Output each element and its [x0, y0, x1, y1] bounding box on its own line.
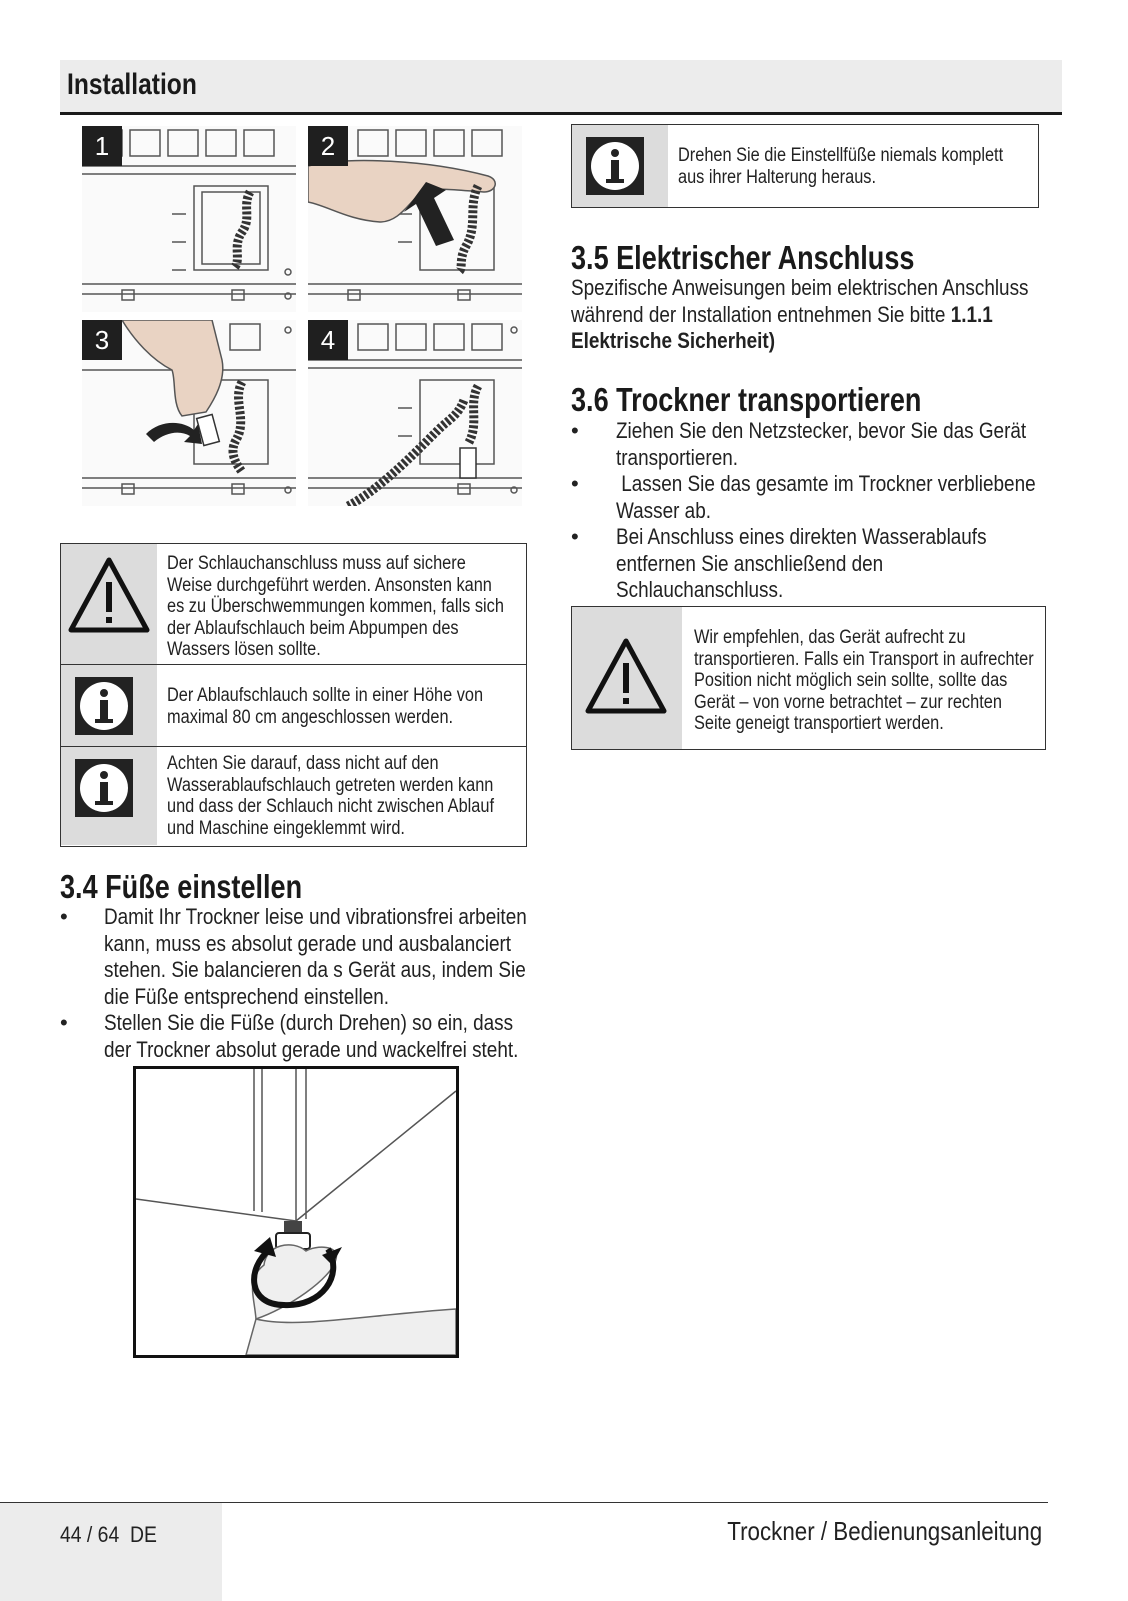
- note-row-warning: [61, 544, 526, 664]
- step-number: 4: [308, 320, 348, 360]
- section-title-3-4: 3.4 Füße einstellen: [60, 868, 303, 905]
- page-title: Installation: [67, 68, 197, 101]
- icon-cell: [61, 665, 157, 746]
- icon-cell: [572, 125, 668, 207]
- icon-cell: [61, 747, 157, 845]
- note-row-info: [61, 665, 526, 746]
- list-item-text: Lassen Sie das gesamte im Trockner verbliebene Wasser ab.: [616, 471, 1041, 523]
- section-3-5-text: [571, 275, 1042, 355]
- section-3-5-reference: 1.1.1 Elektrische Sicherheit): [571, 301, 993, 353]
- left-notes-table: [60, 543, 527, 847]
- step-number: 1: [82, 126, 122, 166]
- bullet-icon: •: [571, 418, 579, 443]
- foot-adjustment-drawing: [136, 1069, 456, 1355]
- note-text: Der Ablaufschlauch sollte in einer Höhe von maximal 80 cm angeschlossen werden.: [167, 685, 484, 728]
- note-text: Der Schlauchanschluss muss auf sichere Weise durchgeführt werden. Ansonsten kann es zu Überschwemmungen kommen, falls sich der Ablaufschlauch beim Abpumpen des Wassers lösen sollte.: [167, 553, 504, 660]
- info-icon: [572, 125, 668, 207]
- step-number: 2: [308, 126, 348, 166]
- step-number: 3: [82, 320, 122, 360]
- step-illustration-1: [82, 126, 296, 312]
- bullet-icon: •: [60, 904, 68, 929]
- list-item: [571, 418, 1041, 471]
- document-title: Trockner / Bedienungsanleitung: [727, 1516, 1042, 1546]
- warning-icon: [61, 544, 157, 664]
- header-bar: [60, 60, 1062, 115]
- footer-divider: [0, 1502, 1048, 1503]
- right-note-bottom: [571, 606, 1046, 750]
- warning-icon: [572, 607, 682, 749]
- section-title-3-6: 3.6 Trockner transportieren: [571, 381, 922, 418]
- list-item: [571, 471, 1041, 524]
- page-number: 44 / 64 DE: [60, 1522, 157, 1547]
- info-icon: [61, 665, 157, 746]
- icon-cell: [61, 544, 157, 664]
- note-text: Drehen Sie die Einstellfüße niemals komplett aus ihrer Halterung heraus.: [678, 145, 1004, 188]
- list-item: [60, 904, 530, 1010]
- icon-cell: [572, 607, 682, 749]
- section-3-4-bullets: [60, 904, 530, 1063]
- section-3-5-body: Spezifische Anweisungen beim elektrischen Anschluss während der Installation entnehmen Sie bitte: [571, 275, 1029, 327]
- bullet-icon: •: [571, 471, 579, 496]
- foot-adjustment-illustration: [133, 1066, 459, 1358]
- bullet-icon: •: [60, 1010, 68, 1035]
- note-row-info: [61, 747, 526, 845]
- list-item: [571, 524, 1041, 604]
- step-illustration-2: [308, 126, 522, 312]
- footer-page-box: [0, 1502, 222, 1601]
- list-item-text: Damit Ihr Trockner leise und vibrationsfrei arbeiten kann, muss es absolut gerade und ausbalanciert stehen. Sie balancieren da s Gerät aus, indem Sie die Füße entsprechend einstellen.: [104, 904, 527, 1009]
- right-note-top: [571, 124, 1039, 208]
- bullet-icon: •: [571, 524, 579, 549]
- step-illustration-3: [82, 320, 296, 506]
- step-illustration-4: [308, 320, 522, 506]
- note-text: Achten Sie darauf, dass nicht auf den Wasserablaufschlauch getreten werden kann und dass der Schlauch nicht zwischen Ablauf und Maschine eingeklemmt wird.: [167, 753, 495, 839]
- info-icon: [61, 747, 157, 845]
- section-3-6-bullets: [571, 418, 1041, 604]
- list-item-text: Ziehen Sie den Netzstecker, bevor Sie das Gerät transportieren.: [616, 418, 1027, 470]
- section-title-3-5: 3.5 Elektrischer Anschluss: [571, 239, 915, 276]
- list-item: [60, 1010, 530, 1063]
- list-item-text: Stellen Sie die Füße (durch Drehen) so ein, dass der Trockner absolut gerade und wackelfrei steht.: [104, 1010, 519, 1062]
- note-text: Wir empfehlen, das Gerät aufrecht zu transportieren. Falls ein Transport in aufrechter Position nicht möglich sein sollte, sollte das Gerät – von vorne betrachtet – zur rechten Seite geneigt transportiert werden.: [694, 627, 1034, 734]
- list-item-text: Bei Anschluss eines direkten Wasserablaufs entfernen Sie anschließend den Schlauchanschluss.: [616, 524, 987, 602]
